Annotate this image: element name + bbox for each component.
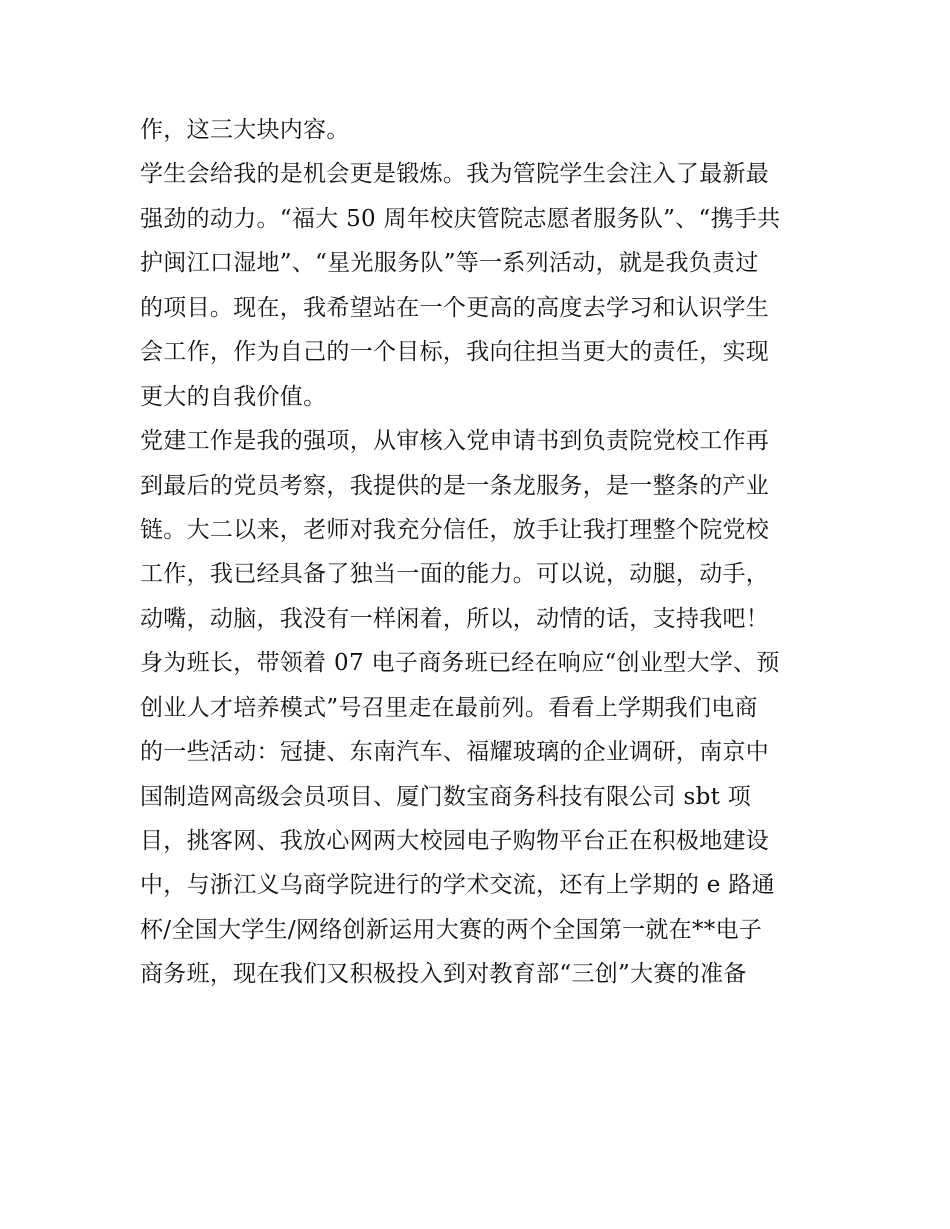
text-line: 更大的自我价值。 xyxy=(140,383,327,410)
text-line: 护闽江口湿地”、“星光服务队”等一系列活动，就是我负责过 xyxy=(140,250,759,277)
text-line: 杯/全国大学生/网络创新运用大赛的两个全国第一就在**电子 xyxy=(140,916,763,943)
text-line: 目，挑客网、我放心网两大校园电子购物平台正在积极地建设 xyxy=(140,828,770,854)
document-body xyxy=(140,108,812,997)
text-line: 到最后的党员考察，我提供的是一条龙服务，是一整条的产业 xyxy=(140,472,770,499)
text-line: 强劲的动力。“福大 50 周年校庆管院志愿者服务队”、“携手共 xyxy=(140,205,781,232)
text-line: 作，这三大块内容。 xyxy=(140,117,350,143)
text-line: 的项目。现在，我希望站在一个更高的高度去学习和认识学生 xyxy=(140,294,770,321)
text-line: 的一些活动：冠捷、东南汽车、福耀玻璃的企业调研，南京中 xyxy=(140,739,770,766)
text-line: 动嘴，动脑，我没有一样闲着，所以，动情的话，支持我吧！ xyxy=(140,605,770,632)
text-line: 党建工作是我的强项，从审核入党申请书到负责院党校工作再 xyxy=(140,428,770,455)
text-line: 工作，我已经具备了独当一面的能力。可以说，动腿，动手， xyxy=(140,561,770,588)
text-line: 链。大二以来，老师对我充分信任，放手让我打理整个院党校 xyxy=(140,516,770,543)
text-line: 创业人才培养模式”号召里走在最前列。看看上学期我们电商 xyxy=(140,694,758,721)
text-line: 国制造网高级会员项目、厦门数宝商务科技有限公司 sbt 项 xyxy=(140,783,752,810)
text-line: 中，与浙江义乌商学院进行的学术交流，还有上学期的 e 路通 xyxy=(140,872,775,899)
text-line: 商务班，现在我们又积极投入到对教育部“三创”大赛的准备 xyxy=(140,961,747,988)
text-line: 学生会给我的是机会更是锻炼。我为管院学生会注入了最新最 xyxy=(140,161,770,188)
text-line: 会工作，作为自己的一个目标，我向往担当更大的责任，实现 xyxy=(140,339,770,366)
text-line: 身为班长，带领着 07 电子商务班已经在响应“创业型大学、预 xyxy=(140,650,780,677)
